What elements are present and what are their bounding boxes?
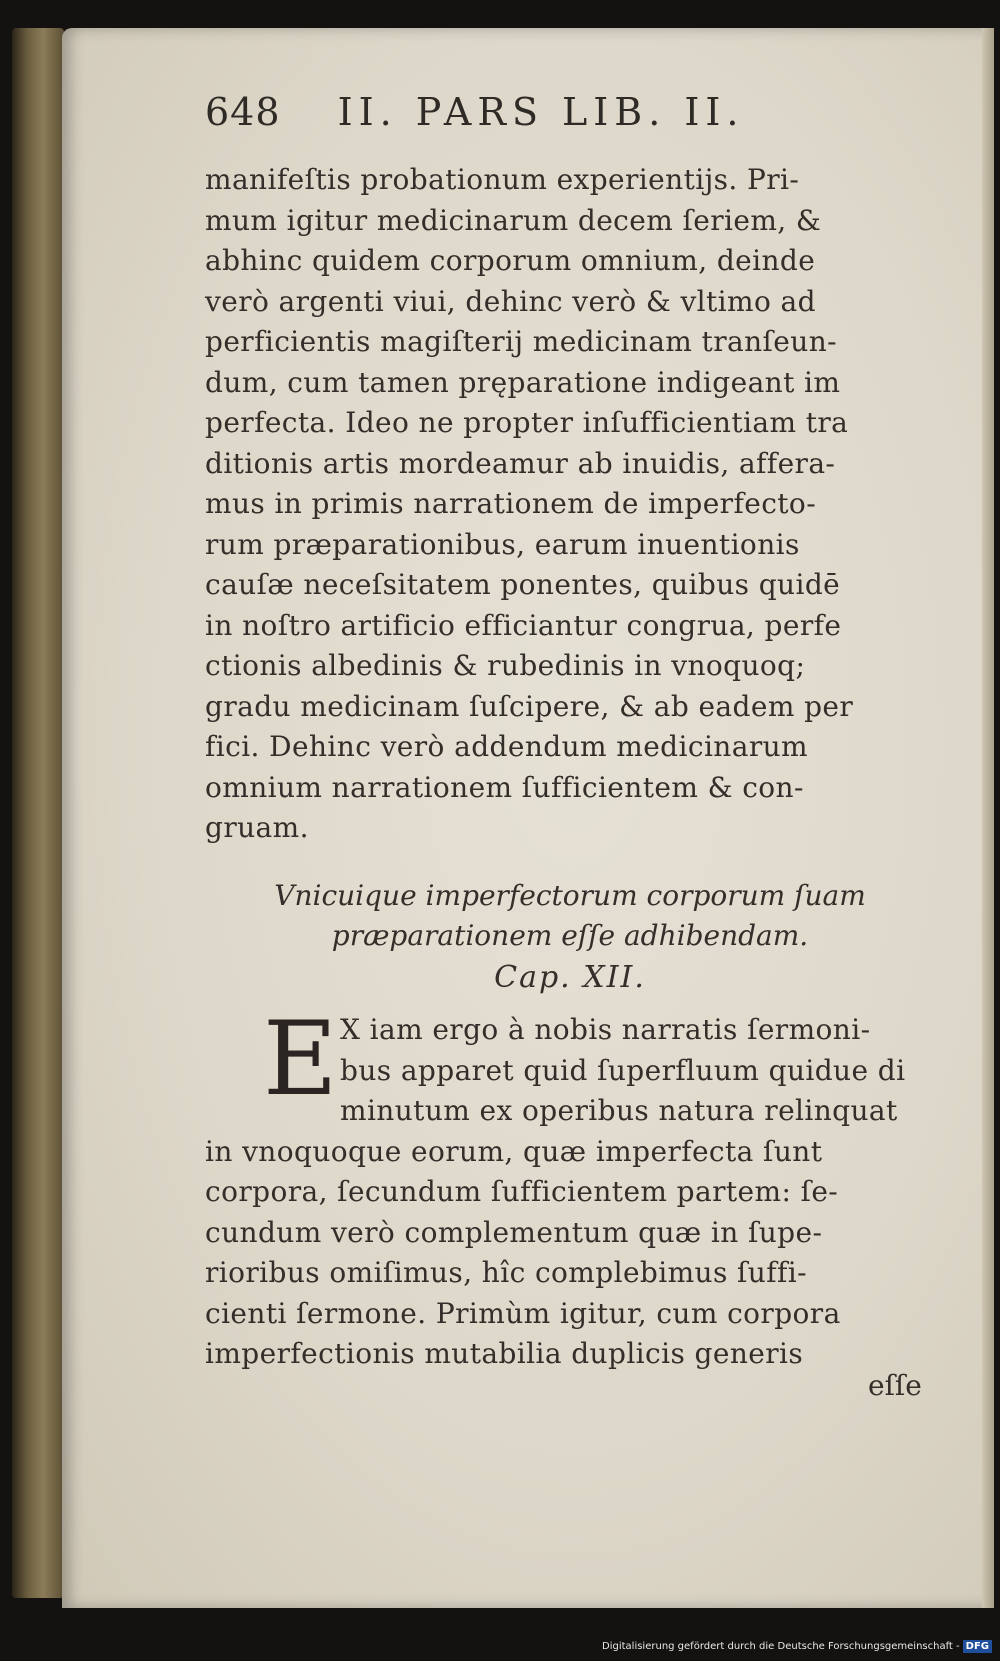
text-line: gruam. <box>205 811 309 844</box>
text-line: abhinc quidem corporum omnium, deinde <box>205 244 816 277</box>
text-line: dum, cum tamen pręparatione indigeant im <box>205 365 841 399</box>
text-line: omnium narrationem ſufficientem & con- <box>205 770 804 804</box>
chapter-title-line-1: Vnicuique imperfectorum corporum ſuam <box>274 879 866 912</box>
text-line: verò argenti viui, dehinc verò & vltimo ad <box>205 284 816 318</box>
text-line: perfecta. Ideo ne propter inſufficientiam tra <box>205 406 849 439</box>
text-line: mum igitur medicinarum decem ſeriem, & <box>205 203 822 237</box>
text-line: minutum ex operibus natura relinquat <box>340 1094 898 1127</box>
drop-cap-initial: E <box>263 1000 338 1119</box>
chapter-text <box>205 1000 935 1375</box>
text-line: ctionis albedinis & rubedinis in vnoquoq; <box>205 649 806 682</box>
chapter-number: Cap. XII. <box>494 960 646 995</box>
catchword: eſſe <box>868 1369 922 1402</box>
running-title: II. PARS LIB. II. <box>337 90 745 134</box>
chapter-title-line-2: præparationem eſſe adhibendam. <box>331 919 809 952</box>
funding-notice: Digitalisierung gefördert durch die Deutsche Forschungsgemeinschaft - <box>602 1641 960 1652</box>
text-line: mus in primis narrationem de imperfecto- <box>205 487 817 520</box>
text-line: rum præparationibus, earum inuentionis <box>205 527 800 561</box>
page-edge <box>982 28 994 1608</box>
text-line: cienti ſermone. Primùm igitur, cum corpora <box>205 1296 841 1330</box>
text-line: imperfectionis mutabilia duplicis generis <box>205 1337 804 1370</box>
book-spine <box>12 28 64 1598</box>
funding-footer <box>602 1640 992 1653</box>
text-line: gradu medicinam ſuſcipere, & ab eadem per <box>205 689 854 723</box>
chapter-heading <box>205 876 935 1000</box>
text-line: fici. Dehinc verò addendum medicinarum <box>205 730 808 763</box>
text-line: in noſtro artificio efficiantur congrua, perfe <box>205 608 842 642</box>
text-line: X iam ergo à nobis narratis ſermoni- <box>340 1013 871 1046</box>
text-line: rioribus omiſimus, hîc complebimus ſuffi- <box>205 1256 807 1289</box>
text-line: corpora, ſecundum ſufficientem partem: ſe- <box>205 1175 839 1208</box>
text-line: manifeſtis probationum experientijs. Pri- <box>205 163 800 196</box>
text-line: cundum verò complementum quæ in ſupe- <box>205 1215 823 1249</box>
text-line: ditionis artis mordeamur ab inuidis, affera- <box>205 446 836 480</box>
body-text <box>205 160 935 849</box>
text-line: perficientis magiſterij medicinam tranſeun- <box>205 325 837 358</box>
page-number: 648 <box>205 90 281 134</box>
text-line: bus apparet quid ſuperfluum quidue di <box>340 1053 906 1087</box>
text-line: cauſæ neceſsitatem ponentes, quibus quidē <box>205 568 841 601</box>
dfg-logo: DFG <box>963 1640 992 1653</box>
running-head <box>205 90 805 134</box>
text-line: in vnoquoque eorum, quæ imperfecta ſunt <box>205 1134 823 1168</box>
